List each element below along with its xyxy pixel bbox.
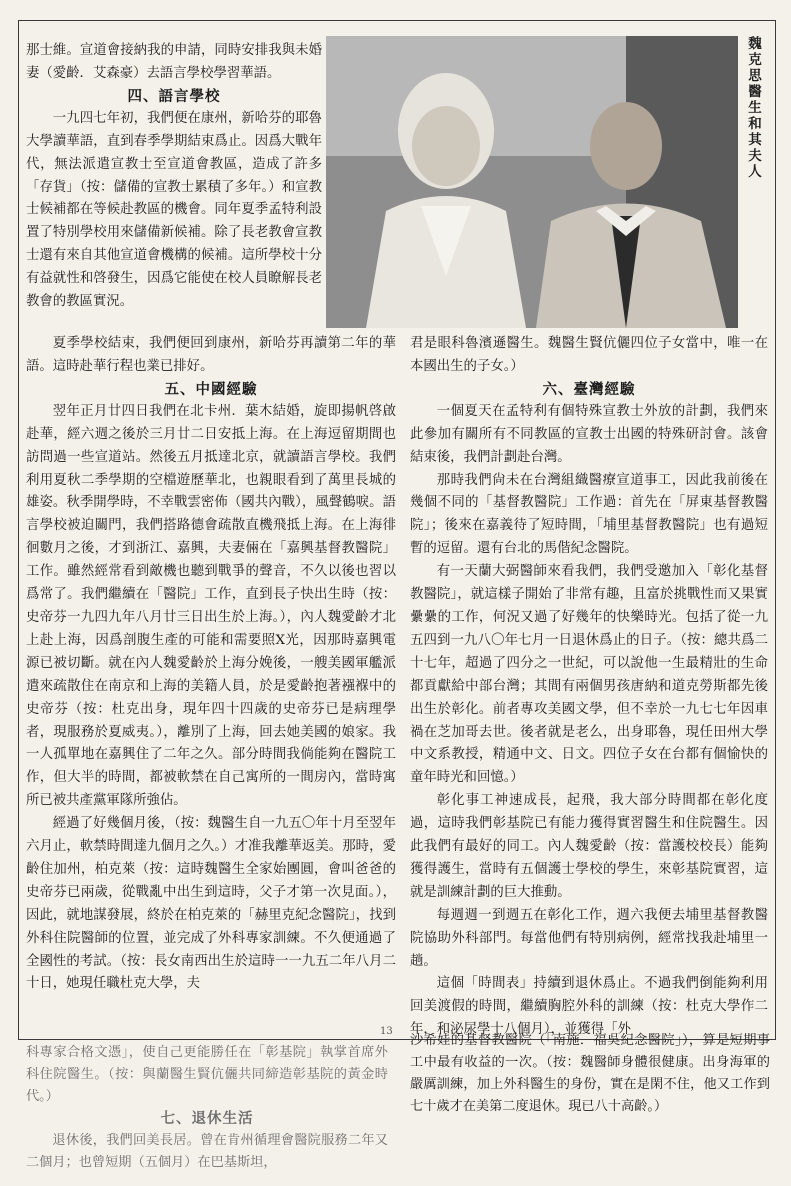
paragraph: 夏季學校結束，我們便回到康州，新哈芬再讀第二年的華語。這時赴華行程也業已排好。 bbox=[26, 336, 396, 374]
paragraph: 每週週一到週五在彰化工作，週六我便去埔里基督教醫院協助外科部門。每當他們有特別病例，經常找我赴埔里一趟。 bbox=[410, 907, 768, 969]
bottom-right-column bbox=[410, 1030, 770, 1118]
right-column bbox=[410, 333, 768, 1042]
section-heading-retirement: 七、退休生活 bbox=[160, 1110, 254, 1127]
paragraph: 沙希娃的基督教醫院（「南施．福吳紀念醫院」），算是短期事工中最有收益的一次。（按：魏醫師身體很健康。出身海軍的嚴厲訓練，加上外科醫生的身份，實在是閑不住，他又工作到七十歲才在美第二度退休。現已八十高齡。） bbox=[410, 1033, 770, 1114]
section-heading-language-school: 四、語言學校 bbox=[127, 87, 221, 105]
paragraph: 退休後，我們回美長居。曾在肯州循理會醫院服務二年又二個月；也曾短期（五個月）在巴基斯坦， bbox=[26, 1133, 388, 1170]
paragraph: 經過了好幾個月後，（按：魏醫生自一九五〇年十月至翌年六月止，軟禁時間達九個月之久。）才准我離華返美。那時，愛齡住加州，柏克萊（按：這時魏醫生全家始團圓，會叫爸爸的史帝芬已兩歲，從戰亂中出生到這時，父子才第一次見面。），因此，就地謀發展，終於在柏克萊的「赫里克紀念醫院」，找到外科住院醫師的位置，並完成了外科專家訓練。不久便通過了全國性的考試。（按：長女南西出生於這時一一九五二年八月二十日，她現任職杜克大學，夫 bbox=[26, 816, 396, 992]
section-heading-china-experience: 五、中國經驗 bbox=[164, 380, 258, 398]
paragraph: 彰化事工神速成長，起飛，我大部分時間都在彰化度過，這時我們彰基院已有能力獲得實習醫生和住院醫生。因此我們有最好的同工。內人魏愛齡（按：當護校校長）能夠獲得護生，當時有五個護士學校的學生，來彰基院實習，這就是訓練計劃的巨大推動。 bbox=[410, 793, 768, 900]
paragraph: 一九四七年初，我們便在康州，新哈芬的耶魯大學讀華語，直到春季學期結束爲止。因爲大戰年代，無法派遣宣教士至宣道會教區，造成了許多「存貨」（按：儲備的宣教士累積了多年。）和宣教士候補都在等候赴教區的機會。同年夏季孟特利設置了特別學校用來儲備新候補。除了長老教會宣教士還有來自其他宣道會機構的候補。這所學校十分有益就性和啓發生，因爲它能使在校人員瞭解長老教會的教區實況。 bbox=[26, 110, 322, 310]
paragraph: 這個「時間表」持續到退休爲止。不過我們倒能夠利用回美渡假的時間，繼續胸腔外科的訓練（按：杜克大學作二年，和泌尿學十八個月），並獲得「外 bbox=[410, 976, 768, 1038]
photo-illustration bbox=[326, 36, 738, 328]
bottom-left-column bbox=[26, 1042, 388, 1174]
intro-paragraph: 那士維。宣道會接納我的申請，同時安排我與未婚妻（愛齡．艾森豪）去語言學校學習華語。 bbox=[26, 43, 322, 81]
paragraph: 翌年正月廿四日我們在北卡州．葉木結婚，旋即揚帆啓啟赴華，經六週之後於三月廿二日安抵上海。在上海逗留期間也訪問過一些宣道站。然後五月抵達北京，就讀語言學校。我們利用夏秋二季學期的空檔遊歷華北，也親眼看到了萬里長城的雄姿。秋季開學時，不幸戰雲密佈（國共內戰），風聲鶴唳。語言學校被迫關門，我們搭路德會疏散直機飛抵上海。在上海徘徊數月之後，才到浙江、嘉興，夫妻倆在「嘉興基督教醫院」工作。雖然經常看到敵機也聽到戰爭的聲音，不久以後也習以爲常了。我們繼續在「醫院」工作，直到長子快出生時（按：史帝芬一九四九年八月廿三日出生於上海。），內人魏愛齡才北上赴上海，因爲剖腹生產的可能和需要照X光，因那時嘉興電源已被切斷。就在內人魏愛齡於上海分娩後，一艘美國軍艦派遣來疏散住在南京和上海的美籍人員，於是愛齡抱著襁褓中的史帝芬（按：杜克出身，現年四十四歲的史帝芬已是病理學者，現服務於夏威夷。），離別了上海，回去她美國的娘家。我一人孤單地在嘉興住了二年之久。部分時間我倘能夠在醫院工作，但大半的時間，都被軟禁在自己寓所的一間房內，當時寓所已被共產黨軍隊所強佔。 bbox=[26, 403, 396, 809]
paragraph: 那時我們尙未在台灣組織醫療宣道事工，因此我前後在幾個不同的「基督教醫院」工作過：首先在「屏東基督教醫院」；後來在嘉義待了短時間，「埔里基督教醫院」也有過短暫的逗留。還有台北的馬偕紀念醫院。 bbox=[410, 472, 768, 557]
paragraph: 君是眼科魯濱遜醫生。魏醫生賢伉儷四位子女當中，唯一在本國出生的子女。） bbox=[410, 336, 768, 374]
left-column bbox=[26, 333, 396, 996]
photo-caption: 魏克思醫生和其夫人 bbox=[748, 36, 762, 180]
section-heading-taiwan-experience: 六、臺灣經驗 bbox=[542, 380, 636, 398]
paragraph: 一個夏天在孟特利有個特殊宣教士外放的計劃，我們來此參加有關所有不同教區的宣教士出國的特殊研討會。該會結束後，我們計劃赴台灣。 bbox=[410, 403, 768, 465]
bottom-continuation bbox=[26, 1033, 776, 1186]
paragraph: 科專家合格文憑」，使自己更能勝任在「彰基院」執掌首席外科住院醫生。（按：與蘭醫生賢伉儷共同締造彰基院的黃金時代。） bbox=[26, 1045, 388, 1104]
page-number: 13 bbox=[380, 1026, 393, 1037]
left-column-top bbox=[26, 40, 322, 314]
paragraph: 有一天蘭大弼醫師來看我們，我們受邀加入「彰化基督教醫院」，就這樣子開始了非常有趣，且富於挑戰性而又果實纍纍的工作，何況又過了好幾年的快樂時光。包括了從一九五四到一九八〇年七月一日退休爲止的日子。（按：總共爲二十七年，超過了四分之一世紀，可以說他一生最精壯的生命都貢獻給中部台灣；其間有兩個男孩唐納和道克勞斯都先後出生於彰化。前者專攻美國文學，但不幸於一九七七年因車禍在芝加哥去世。後者就是老么，出身耶魯，現任田州大學中文系教授，精通中文、日文。四位子女在台都有個愉快的童年時光和回憶。） bbox=[410, 564, 768, 786]
couple-photo bbox=[326, 36, 738, 328]
